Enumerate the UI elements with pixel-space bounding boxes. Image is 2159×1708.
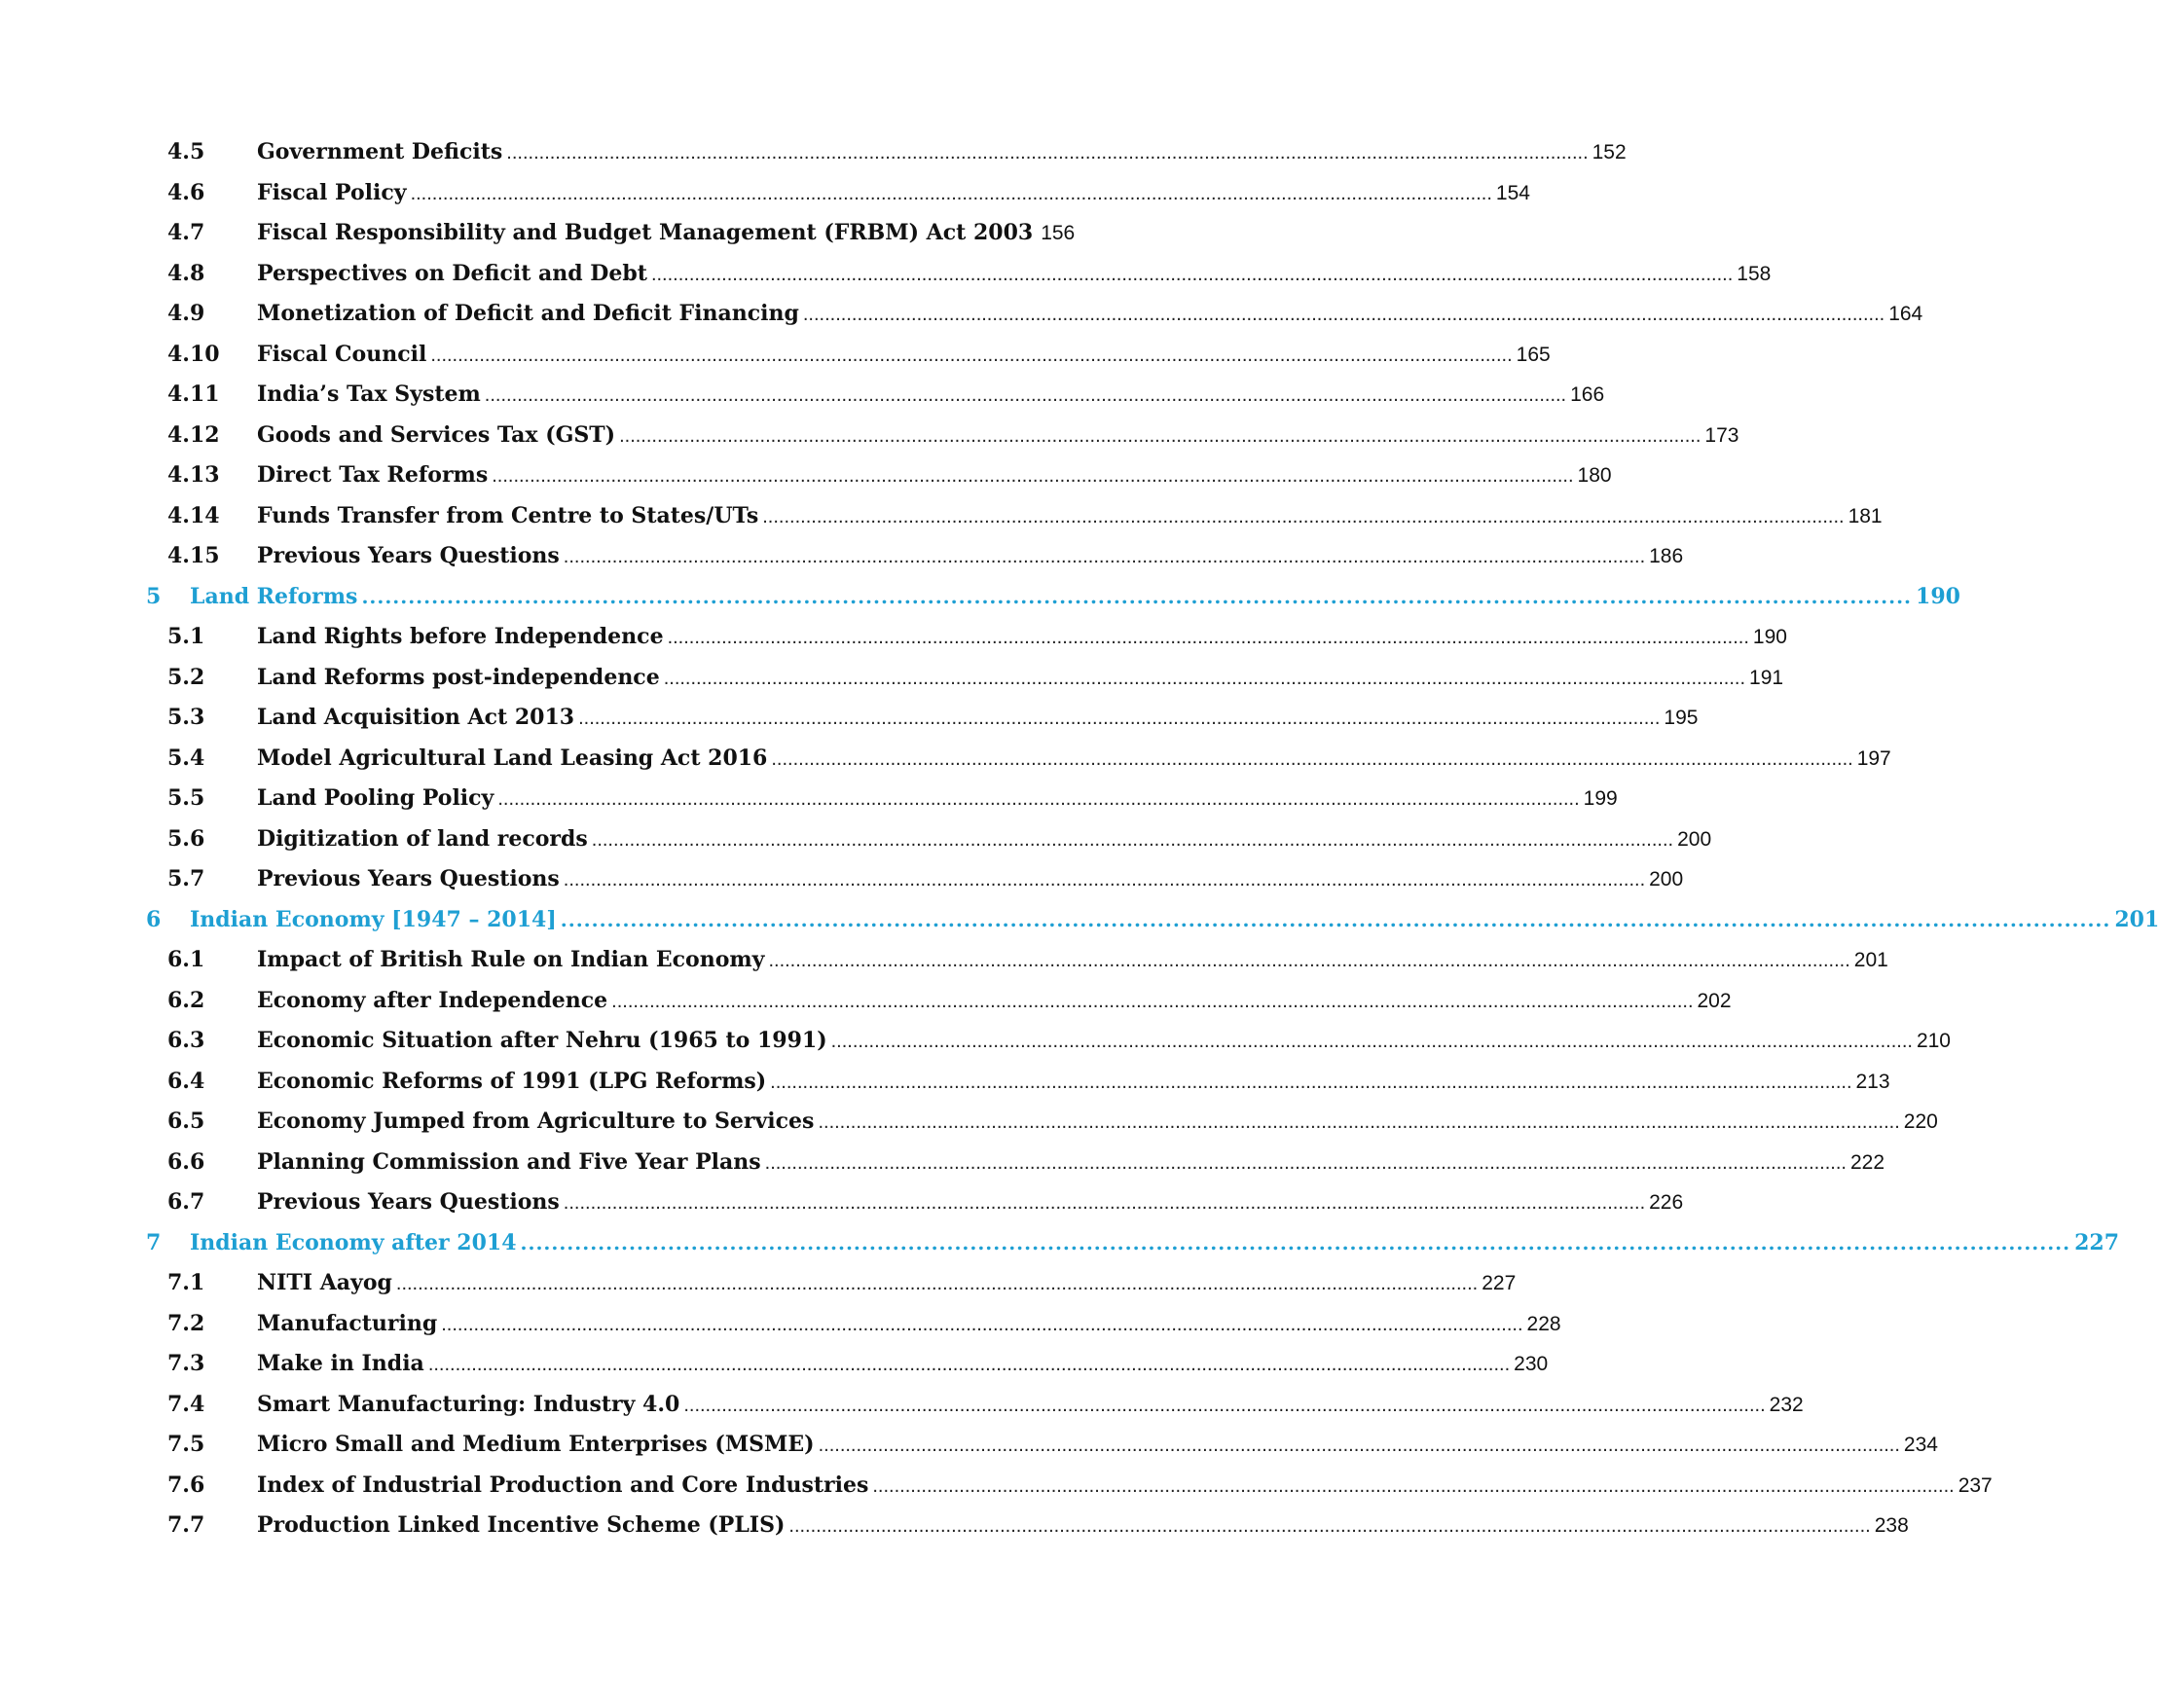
toc-section-entry[interactable] [146,260,1772,302]
toc-entry-number: 4.12 [167,421,220,448]
toc-entry-title: Fiscal Council [257,341,427,367]
toc-entry-number: 4.10 [167,341,220,367]
toc-entry-number: 4.15 [167,543,220,568]
dot-leader: ........................................................................................................................................................................................................ [563,546,1646,567]
toc-entry-title: Funds Transfer from Centre to States/UTs [257,502,759,528]
dot-leader: ........................................................................................................................................................................................................ [611,990,1694,1012]
toc-section-entry[interactable] [146,301,1923,342]
toc-entry-page-number: 227 [2074,1229,2120,1255]
dot-leader: ........................................................................................................................................................................................................ [497,788,1580,810]
dot-leader: ........................................................................................................................................................................................................ [830,1031,1913,1052]
dot-leader: ........................................................................................................................................................................................................ [430,344,1513,366]
toc-entry-title: Land Acquisition Act 2013 [257,705,575,730]
toc-entry-title: Economic Reforms of 1991 (LPG Reforms) [257,1068,767,1094]
toc-entry-page-number: 166 [1570,383,1605,406]
toc-entry-number: 7.6 [167,1472,205,1498]
toc-entry-number: 5.7 [167,866,205,891]
toc-section-entry[interactable] [146,382,1605,422]
toc-chapter-entry[interactable] [146,583,1960,625]
dot-leader: ........................................................................................................................................................................................................ [764,1151,1847,1174]
toc-entry-number: 5.2 [167,664,205,690]
toc-entry-number: 7 [146,1229,162,1255]
toc-section-entry[interactable] [146,785,1618,826]
dot-leader: ........................................................................................................................................................................................................ [762,505,1845,527]
toc-entry-title: Fiscal Policy [257,179,407,205]
toc-entry-page-number: 228 [1526,1312,1561,1335]
toc-entry-number: 6.6 [167,1148,205,1175]
toc-section-entry[interactable] [146,1028,1951,1069]
toc-entry-page-number: 200 [1649,868,1684,890]
toc-entry-title: Model Agricultural Land Leasing Act 2016 [257,745,768,771]
toc-entry-title: Monetization of Deficit and Deficit Financing [257,301,799,326]
toc-entry-page-number: 234 [1903,1434,1938,1456]
toc-entry-title: Perspectives on Deficit and Debt [257,260,647,286]
toc-entry-number: 6.2 [167,987,205,1013]
toc-entry-title: Impact of British Rule on Indian Economy [257,947,765,972]
dot-leader: ........................................................................................................................................................................................................ [395,1273,1479,1294]
dot-leader: ........................................................................................................................................................................................................ [410,182,1492,204]
toc-entry-page-number: 190 [1916,583,1960,609]
dot-leader: ........................................................................................................................................................................................................ [770,1071,1852,1093]
toc-entry-page-number: 158 [1737,262,1772,285]
toc-entry-number: 6 [146,906,162,932]
toc-entry-page-number: 232 [1769,1393,1804,1416]
toc-section-entry[interactable] [146,825,1712,867]
toc-entry-page-number: 181 [1848,504,1883,527]
dot-leader: ........................................................................................................................................................................................................ [802,304,1885,325]
toc-section-entry[interactable] [146,1391,1804,1433]
toc-entry-number: 7.3 [167,1351,205,1376]
dot-leader: ........................................................................................................................................................................................................ [578,708,1661,729]
toc-entry-number: 4.11 [167,382,220,407]
toc-entry-number: 4.14 [167,502,220,528]
dot-leader: ........................................................................................................................................................................................................ [619,424,1702,447]
toc-entry-page-number: 227 [1482,1272,1517,1294]
toc-entry-page-number: 210 [1916,1030,1951,1052]
toc-entry-page-number: 190 [1752,626,1787,648]
toc-entry-title: Direct Tax Reforms [257,462,489,488]
toc-entry-page-number: 237 [1958,1473,1993,1497]
toc-section-entry[interactable] [146,664,1784,706]
toc-entry-page-number: 202 [1697,989,1732,1012]
toc-entry-page-number: 180 [1577,464,1612,487]
toc-section-entry[interactable] [146,462,1612,503]
toc-section-entry[interactable] [146,502,1883,544]
toc-entry-number: 6.4 [167,1068,205,1094]
toc-entry-number: 7.1 [167,1270,205,1295]
dot-leader: ........................................................................................................................................................................................................ [591,828,1674,851]
dot-leader: ........................................................................................................................................................................................................ [663,667,1746,689]
toc-entry-number: 6.3 [167,1028,205,1053]
toc-entry-title: Previous Years Questions [257,1189,560,1215]
toc-entry-number: 4.9 [167,301,205,326]
dot-leader: ........................................................................................................................................................................................................ [771,747,1853,770]
toc-entry-title: Economy Jumped from Agriculture to Services [257,1108,815,1134]
toc-entry-number: 6.7 [167,1189,205,1215]
toc-entry-number: 4.13 [167,462,220,488]
toc-entry-number: 7.7 [167,1512,205,1538]
toc-section-entry[interactable] [146,1108,1938,1149]
toc-entry-title: Land Rights before Independence [257,624,664,649]
toc-entry-title: Digitization of land records [257,825,588,852]
toc-section-entry[interactable] [146,543,1684,584]
dot-leader: ........................................................................................................................................................................................................ [506,142,1589,164]
toc-entry-page-number: 154 [1495,181,1530,204]
toc-entry-page-number: 156 [1041,222,1076,244]
toc-entry-number: 7.4 [167,1391,205,1417]
toc-entry-number: 5 [146,583,162,609]
dot-leader: ........................................................................................................................................................................................................ [563,1192,1646,1214]
toc-entry-number: 4.6 [167,179,205,205]
toc-entry-title: Smart Manufacturing: Industry 4.0 [257,1391,680,1417]
toc-entry-title: Land Pooling Policy [257,785,494,811]
toc-entry-title: Indian Economy [1947 – 2014] [190,906,557,932]
dot-leader: ........................................................................................................................................................................................................ [818,1111,1900,1133]
toc-entry-title: Land Reforms [190,583,358,609]
dot-leader: ........................................................................................................................................................................................................ [441,1313,1523,1335]
toc-chapter-entry[interactable] [146,1229,2120,1271]
toc-entry-page-number: 197 [1856,746,1891,770]
toc-entry-title: Planning Commission and Five Year Plans [257,1148,761,1175]
toc-entry-title: NITI Aayog [257,1270,392,1295]
toc-section-entry[interactable] [146,139,1627,180]
toc-entry-title: Production Linked Incentive Scheme (PLIS) [257,1512,786,1538]
toc-entry-page-number: 164 [1888,303,1923,325]
toc-entry-number: 5.4 [167,745,205,771]
dot-leader: ........................................................................................................................................................................................................ [872,1474,1955,1497]
toc-entry-page-number: 186 [1649,545,1684,567]
toc-entry-title: Economy after Independence [257,987,608,1013]
toc-section-entry[interactable] [146,1148,1885,1190]
toc-entry-page-number: 195 [1664,707,1699,729]
toc-section-entry[interactable] [146,987,1732,1029]
toc-entry-page-number: 199 [1583,787,1618,810]
toc-entry-title: Government Deficits [257,139,503,164]
toc-entry-number: 7.5 [167,1432,205,1457]
toc-entry-title: Economic Situation after Nehru (1965 to 1991) [257,1028,827,1053]
toc-entry-number: 5.3 [167,705,205,730]
dot-leader: ........................................................................................................................................................................................................ [520,1230,2071,1254]
dot-leader: ........................................................................................................................................................................................................ [484,384,1567,406]
toc-entry-number: 5.5 [167,785,205,811]
toc-section-entry[interactable] [146,705,1699,745]
toc-entry-page-number: 201 [1853,949,1888,971]
toc-entry-number: 7.2 [167,1310,205,1336]
toc-section-entry[interactable] [146,341,1551,382]
dot-leader: ........................................................................................................................................................................................................ [361,584,1913,608]
toc-entry-title: Goods and Services Tax (GST) [257,421,616,448]
toc-entry-page-number: 222 [1849,1150,1885,1174]
toc-entry-page-number: 238 [1874,1514,1909,1537]
toc-entry-title: Land Reforms post-independence [257,664,660,690]
toc-entry-page-number: 191 [1749,666,1784,689]
toc-section-entry[interactable] [146,421,1739,463]
toc-entry-number: 4.7 [167,220,205,245]
toc-entry-title: Fiscal Responsibility and Budget Management (FRBM) Act 2003 [257,220,1034,245]
toc-entry-number: 5.6 [167,825,205,852]
toc-section-entry[interactable] [146,1270,1517,1311]
toc-section-entry[interactable] [146,1472,1993,1513]
toc-entry-page-number: 220 [1903,1110,1938,1133]
toc-section-entry[interactable] [146,866,1684,907]
toc-entry-title: Previous Years Questions [257,866,560,891]
toc-entry-page-number: 200 [1677,827,1712,851]
toc-entry-page-number: 213 [1855,1070,1890,1093]
toc-entry-title: India’s Tax System [257,382,481,407]
toc-section-entry[interactable] [146,1512,1909,1553]
dot-leader: ........................................................................................................................................................................................................ [667,627,1749,648]
toc-entry-page-number: 165 [1516,343,1551,366]
dot-leader: ........................................................................................................................................................................................................ [560,907,2111,931]
toc-entry-title: Index of Industrial Production and Core Industries [257,1472,869,1498]
toc-entry-title: Micro Small and Medium Enterprises (MSME) [257,1432,815,1457]
toc-section-entry[interactable] [146,1189,1684,1230]
toc-section-entry[interactable] [146,1068,1890,1109]
toc-entry-number: 4.5 [167,139,205,164]
dot-leader: ........................................................................................................................................................................................................ [650,263,1734,285]
toc-entry-page-number: 230 [1514,1353,1549,1375]
toc-section-entry[interactable] [146,1310,1561,1352]
toc-section-entry[interactable] [146,624,1787,665]
table-of-contents [146,139,2159,1553]
toc-section-entry[interactable] [146,220,1076,261]
toc-entry-page-number: 173 [1704,423,1739,447]
toc-entry-number: 6.5 [167,1108,205,1134]
toc-entry-page-number: 152 [1592,141,1627,164]
toc-section-entry[interactable] [146,1351,1549,1392]
dot-leader: ........................................................................................................................................................................................................ [563,869,1646,890]
toc-section-entry[interactable] [146,179,1530,221]
toc-section-entry[interactable] [146,1432,1938,1472]
toc-entry-number: 4.8 [167,260,205,286]
toc-entry-title: Indian Economy after 2014 [190,1229,517,1255]
toc-entry-title: Manufacturing [257,1310,438,1336]
dot-leader: ........................................................................................................................................................................................................ [788,1515,1871,1537]
toc-entry-number: 6.1 [167,947,205,972]
toc-entry-title: Make in India [257,1351,424,1376]
dot-leader: ........................................................................................................................................................................................................ [427,1354,1511,1375]
dot-leader: ........................................................................................................................................................................................................ [768,950,1850,971]
toc-section-entry[interactable] [146,745,1891,786]
toc-chapter-entry[interactable] [146,906,2159,948]
toc-entry-title: Previous Years Questions [257,543,560,568]
dot-leader: ........................................................................................................................................................................................................ [492,465,1574,487]
toc-section-entry[interactable] [146,947,1888,988]
toc-entry-page-number: 226 [1649,1191,1684,1214]
dot-leader: ........................................................................................................................................................................................................ [683,1394,1766,1416]
toc-entry-page-number: 201 [2114,906,2159,932]
dot-leader: ........................................................................................................................................................................................................ [818,1435,1900,1456]
toc-entry-number: 5.1 [167,624,205,649]
